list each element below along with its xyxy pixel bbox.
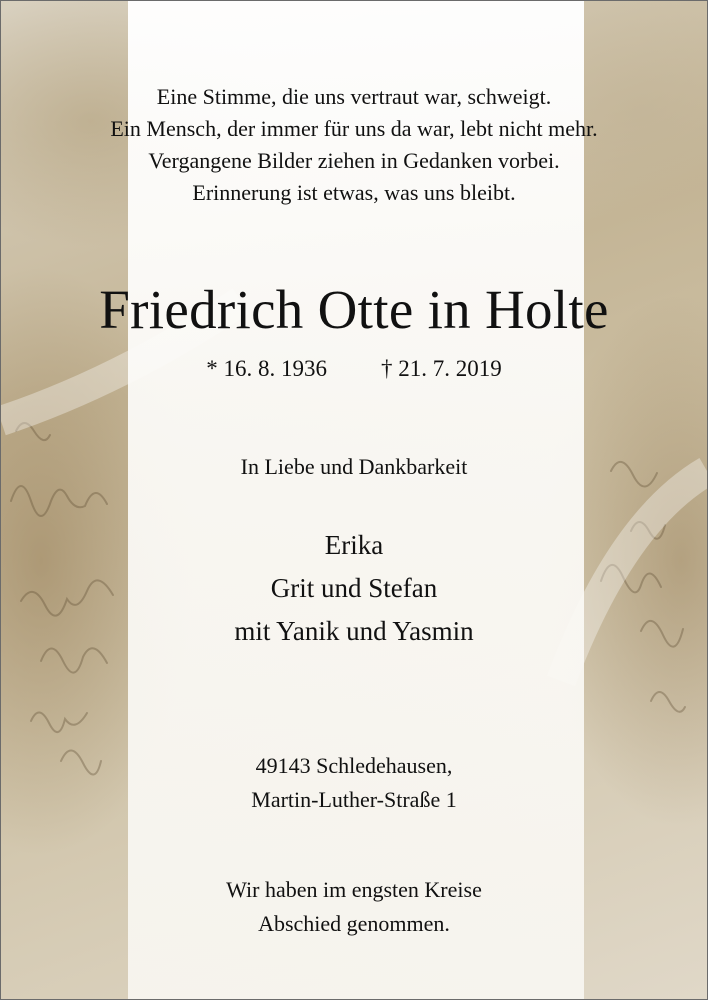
address <box>1 749 707 817</box>
life-dates <box>1 353 707 385</box>
poem-line: Erinnerung ist etwas, was uns bleibt. <box>192 180 516 205</box>
poem-line: Vergangene Bilder ziehen in Gedanken vorbei. <box>148 148 560 173</box>
family-member: Grit und Stefan <box>270 573 438 603</box>
address-line: Martin-Luther-Straße 1 <box>251 787 457 812</box>
funeral-note <box>1 873 707 941</box>
deceased-name: Friedrich Otte in Holte <box>99 279 609 340</box>
note-line: Wir haben im engsten Kreise <box>226 877 482 902</box>
death-date: † 21. 7. 2019 <box>381 356 502 381</box>
dedication: In Liebe und Dankbarkeit <box>240 454 468 479</box>
memorial-poem <box>1 81 707 209</box>
birth-date: * 16. 8. 1936 <box>206 356 327 381</box>
address-line: 49143 Schledehausen, <box>255 753 453 778</box>
poem-line: Ein Mensch, der immer für uns da war, lebt nicht mehr. <box>110 116 598 141</box>
family-member: mit Yanik und Yasmin <box>234 616 474 646</box>
family-member: Erika <box>324 530 384 560</box>
note-line: Abschied genommen. <box>258 911 450 936</box>
poem-line: Eine Stimme, die uns vertraut war, schweigt. <box>156 84 552 109</box>
family-list <box>1 524 707 653</box>
